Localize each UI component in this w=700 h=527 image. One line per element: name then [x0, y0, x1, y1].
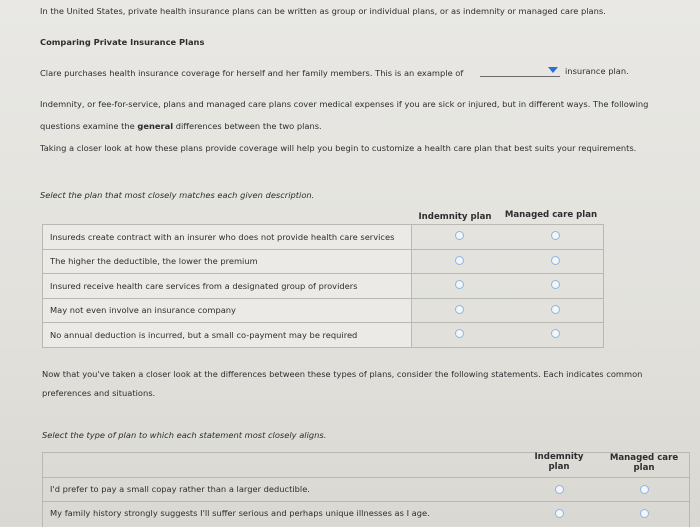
question1-instruction: Select the plan that most closely matches each given description. [40, 190, 315, 200]
radio-managed-care[interactable] [551, 305, 560, 314]
chevron-down-icon[interactable] [548, 67, 558, 73]
radio-managed-care[interactable] [551, 280, 560, 289]
q1-col-managed: Managed care plan [504, 210, 598, 220]
clare-sentence: Clare purchases health insurance coverage for herself and her family members. This is an example of [40, 68, 464, 78]
question2-instruction: Select the type of plan to which each statement most closely aligns. [42, 430, 327, 440]
q2-col-indemnity-line1: Indemnity [534, 452, 584, 462]
row-description: Insured receive health care services from a designated group of providers [43, 274, 412, 299]
q2-col-indemnity [522, 452, 596, 472]
table-row [43, 225, 604, 250]
radio-indemnity[interactable] [455, 256, 464, 265]
section-title: Comparing Private Insurance Plans [40, 37, 205, 47]
radio-indemnity[interactable] [455, 280, 464, 289]
plan-type-dropdown[interactable] [480, 64, 560, 77]
para1-line2 [40, 121, 322, 131]
row-description: No annual deduction is incurred, but a small co-payment may be required [43, 323, 412, 348]
radio-managed-care[interactable] [551, 256, 560, 265]
row-description: May not even involve an insurance company [43, 298, 412, 323]
q2-radio-managed-care[interactable] [640, 509, 649, 518]
table-row [43, 323, 604, 348]
para1-line2-bold: general [137, 121, 174, 131]
radio-indemnity[interactable] [455, 305, 464, 314]
q2-row-statement: I'd prefer to pay a small copay rather than a larger deductible. [50, 484, 310, 494]
row-description: The higher the deductible, the lower the premium [43, 249, 412, 274]
table-row [43, 274, 604, 299]
row-description: Insureds create contract with an insurer who does not provide health care services [43, 225, 412, 250]
para1-line2-suffix: differences between the two plans. [175, 121, 322, 131]
q2-radio-indemnity[interactable] [555, 509, 564, 518]
para1-line2-prefix: questions examine the [40, 121, 135, 131]
q2-col-managed-line1: Managed care [609, 453, 679, 463]
radio-managed-care[interactable] [551, 231, 560, 240]
q2-col-managed [604, 453, 684, 473]
para2: Taking a closer look at how these plans provide coverage will help you begin to customize a health care plan that best suits your requirements. [40, 143, 637, 153]
table-row [43, 249, 604, 274]
q1-col-indemnity: Indemnity plan [418, 212, 492, 222]
q2-col-indemnity-line2: plan [548, 462, 570, 472]
intro-text: In the United States, private health insurance plans can be written as group or individual plans, or as indemnity or managed care plans. [40, 6, 606, 16]
para3-line2: preferences and situations. [42, 388, 156, 398]
radio-indemnity[interactable] [455, 329, 464, 338]
q2-row-statement: My family history strongly suggests I'll suffer serious and perhaps unique illnesses as I age. [50, 508, 430, 518]
para3-line1: Now that you've taken a closer look at the differences between these types of plans, consider the following statements. Each indicates common [42, 369, 643, 379]
q2-radio-indemnity[interactable] [555, 485, 564, 494]
radio-indemnity[interactable] [455, 231, 464, 240]
q2-radio-managed-care[interactable] [640, 485, 649, 494]
para1-line1: Indemnity, or fee-for-service, plans and managed care plans cover medical expenses if you are sick or injured, but in different ways. The following [40, 99, 649, 109]
radio-managed-care[interactable] [551, 329, 560, 338]
q2-col-managed-line2: plan [633, 463, 655, 473]
question1-table [42, 224, 604, 348]
clare-sentence-suffix: insurance plan. [565, 66, 629, 76]
table-row [43, 298, 604, 323]
